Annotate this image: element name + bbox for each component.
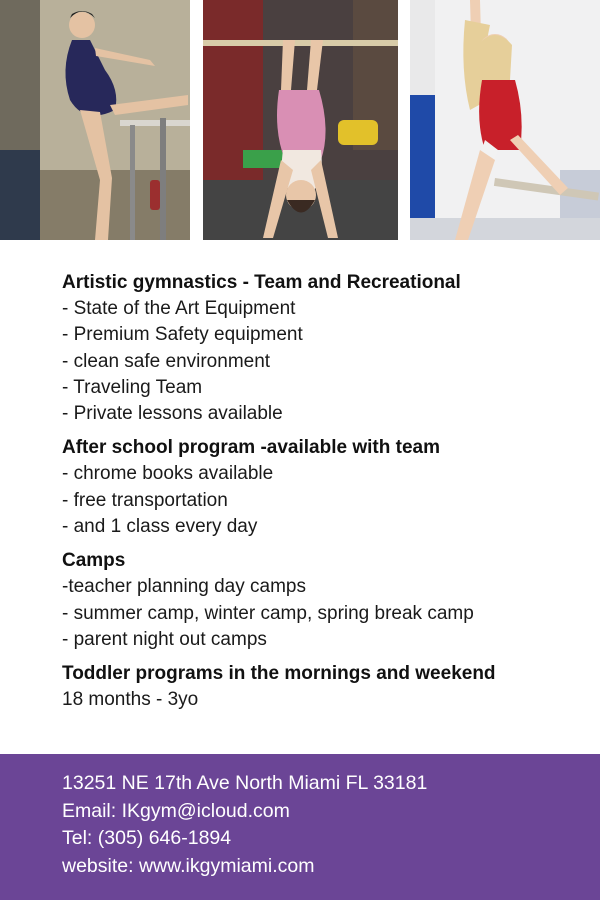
section-heading: After school program -available with team bbox=[62, 437, 440, 459]
list-item: - summer camp, winter camp, spring break camp bbox=[62, 602, 474, 624]
section-after-school bbox=[62, 435, 582, 540]
section-heading: Toddler programs in the mornings and weekend bbox=[62, 663, 496, 685]
list-item: - parent night out camps bbox=[62, 628, 267, 650]
section-heading: Camps bbox=[62, 550, 126, 572]
section-toddler-programs bbox=[62, 661, 582, 713]
list-item: - Premium Safety equipment bbox=[62, 324, 303, 346]
list-item: - State of the Art Equipment bbox=[62, 298, 296, 319]
program-details bbox=[62, 270, 582, 722]
list-item: - Private lessons available bbox=[62, 403, 283, 425]
contact-footer bbox=[0, 754, 600, 900]
email-text: Email: IKgym@icloud.com bbox=[62, 799, 290, 822]
section-camps bbox=[62, 548, 582, 653]
phone-text: Tel: (305) 646-1894 bbox=[62, 827, 232, 849]
gymnast-balance-beam-photo bbox=[0, 0, 190, 240]
list-item: - free transportation bbox=[62, 489, 228, 511]
gymnast-bar-hang-photo bbox=[203, 0, 398, 240]
address-text: 13251 NE 17th Ave North Miami FL 33181 bbox=[62, 772, 428, 794]
contact-info bbox=[62, 770, 427, 880]
website-text: website: www.ikgymiami.com bbox=[62, 854, 315, 877]
list-item: 18 months - 3yo bbox=[62, 689, 199, 711]
list-item: - and 1 class every day bbox=[62, 516, 258, 538]
section-artistic-gymnastics bbox=[62, 270, 582, 427]
list-item: -teacher planning day camps bbox=[62, 576, 306, 598]
gymnast-low-beam-photo bbox=[410, 0, 600, 240]
list-item: - chrome books available bbox=[62, 463, 274, 485]
photo-strip bbox=[0, 0, 600, 240]
section-heading: Artistic gymnastics - Team and Recreational bbox=[62, 272, 461, 293]
list-item: - clean safe environment bbox=[62, 350, 271, 372]
list-item: - Traveling Team bbox=[62, 376, 203, 398]
